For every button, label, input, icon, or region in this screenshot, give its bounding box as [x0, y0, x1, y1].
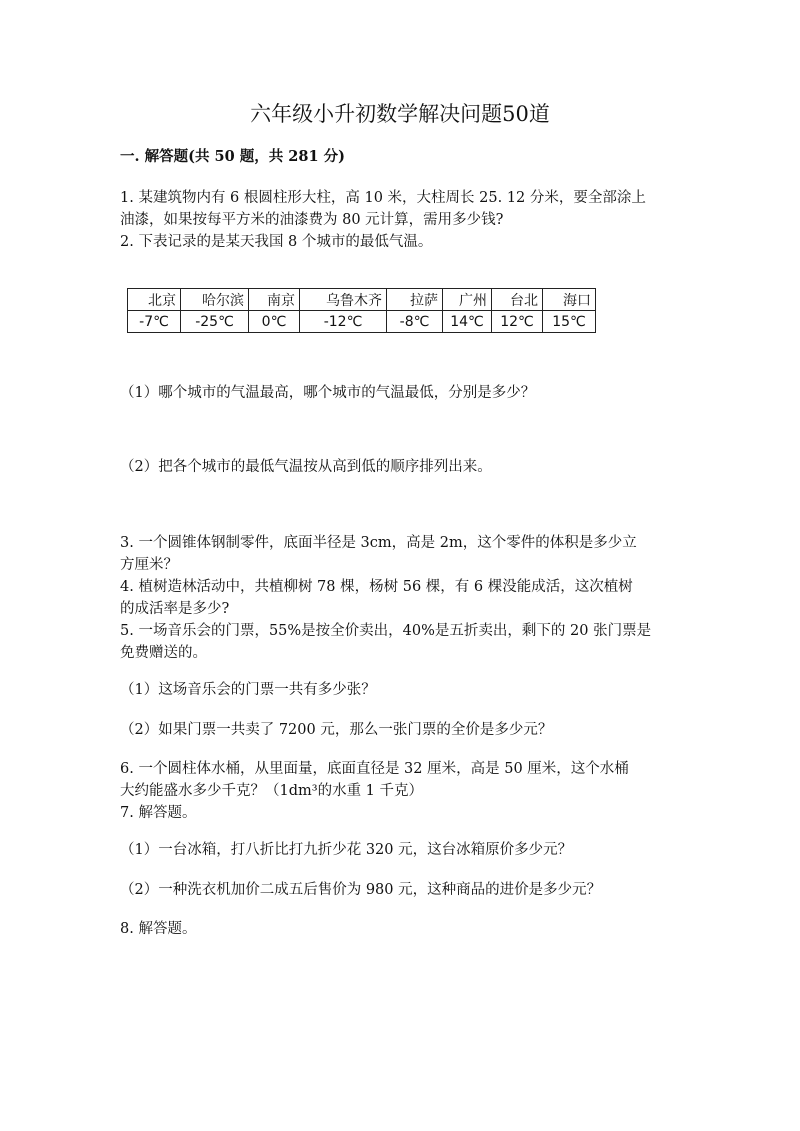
question-1-cont: 油漆，如果按每平方米的油漆费为 80 元计算，需用多少钱? [120, 212, 504, 228]
question-5-cont: 免费赠送的。 [120, 645, 207, 661]
table-cell: 北京 [128, 289, 181, 311]
table-cell: 12℃ [492, 311, 543, 333]
table-cell: 台北 [492, 289, 543, 311]
question-4-cont: 的成活率是多少? [120, 601, 230, 617]
table-cell: -8℃ [387, 311, 443, 333]
table-row-temps [128, 311, 596, 333]
question-1: 1. 某建筑物内有 6 根圆柱形大柱，高 10 米，大柱周长 25. 12 分米，要全部涂上 [120, 190, 646, 206]
table-cell: 14℃ [443, 311, 492, 333]
question-8: 8. 解答题。 [120, 921, 197, 937]
question-2-part-1: （1）哪个城市的气温最高，哪个城市的气温最低，分别是多少？ [120, 385, 536, 401]
question-3: 3. 一个圆锥体钢制零件，底面半径是 3cm，高是 2m，这个零件的体积是多少立 [120, 535, 637, 551]
question-7-part-1: （1）一台冰箱，打八折比打九折少花 320 元，这台冰箱原价多少元？ [120, 842, 573, 858]
table-cell: 南京 [249, 289, 300, 311]
question-5-part-2: （2）如果门票一共卖了 7200 元，那么一张门票的全价是多少元？ [120, 722, 553, 738]
table-cell: -25℃ [181, 311, 249, 333]
temperature-table [127, 288, 596, 333]
question-7: 7. 解答题。 [120, 805, 197, 821]
question-4: 4. 植树造林活动中，共植柳树 78 棵，杨树 56 棵，有 6 棵没能成活，这次植树 [120, 579, 633, 595]
table-cell: 哈尔滨 [181, 289, 249, 311]
table-row-cities [128, 289, 596, 311]
table-cell: -12℃ [300, 311, 387, 333]
question-6: 6. 一个圆柱体水桶，从里面量，底面直径是 32 厘米，高是 50 厘米，这个水桶 [120, 761, 629, 777]
question-2-part-2: （2）把各个城市的最低气温按从高到低的顺序排列出来。 [120, 459, 492, 475]
table-cell: 海口 [543, 289, 596, 311]
table-cell: 广州 [443, 289, 492, 311]
question-5-part-1: （1）这场音乐会的门票一共有多少张？ [120, 682, 376, 698]
question-2: 2. 下表记录的是某天我国 8 个城市的最低气温。 [120, 234, 433, 250]
page-title: 六年级小升初数学解决问题50道 [250, 102, 550, 126]
question-3-cont: 方厘米？ [120, 557, 178, 573]
table-cell: -7℃ [128, 311, 181, 333]
question-6-cont: 大约能盛水多少千克？（1dm³的水重 1 千克） [120, 783, 424, 799]
question-7-part-2: （2）一种洗衣机加价二成五后售价为 980 元，这种商品的进价是多少元？ [120, 882, 602, 898]
table-cell: 拉萨 [387, 289, 443, 311]
table-cell: 乌鲁木齐 [300, 289, 387, 311]
table-cell: 0℃ [249, 311, 300, 333]
table-cell: 15℃ [543, 311, 596, 333]
section-heading: 一. 解答题(共 50 题，共 281 分) [120, 148, 345, 165]
question-5: 5. 一场音乐会的门票，55%是按全价卖出，40%是五折卖出，剩下的 20 张门票是 [120, 623, 652, 639]
